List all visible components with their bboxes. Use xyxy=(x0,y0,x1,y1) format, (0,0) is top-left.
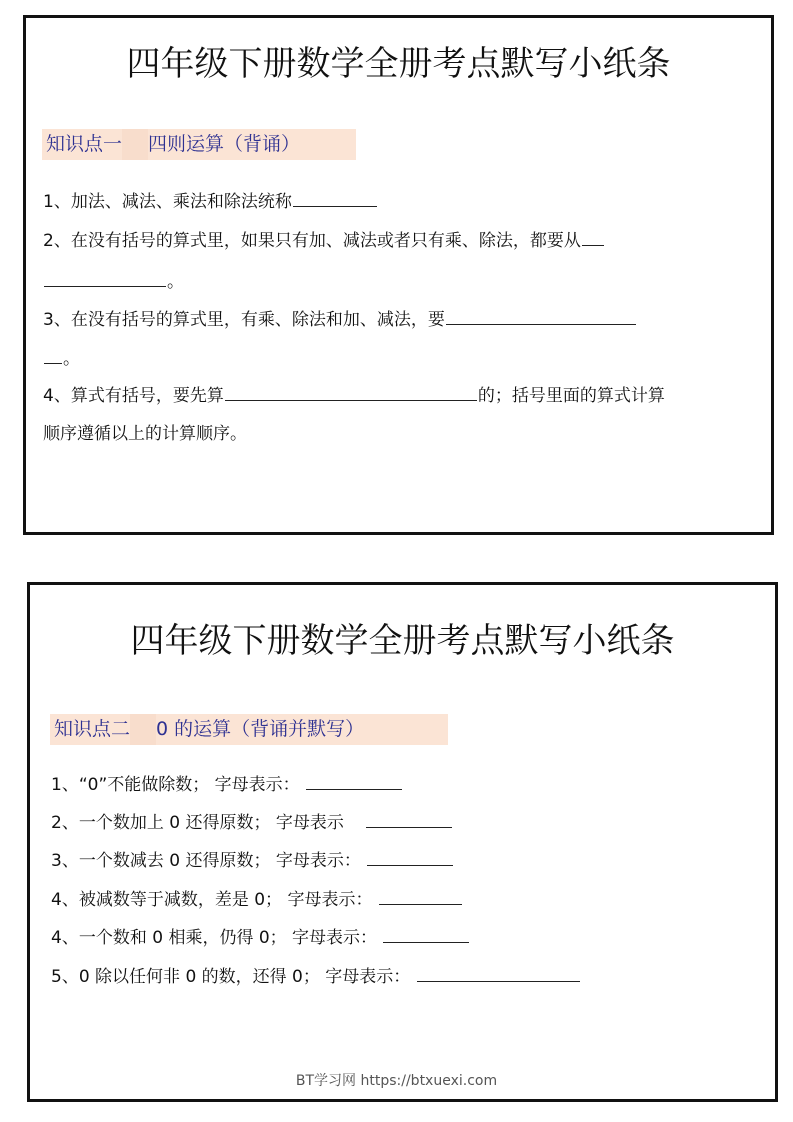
fill-blank[interactable] xyxy=(44,268,166,287)
question-text: 3、在没有括号的算式里，有乘、除法和加、减法，要 xyxy=(43,310,445,330)
fill-blank[interactable] xyxy=(225,382,477,401)
question-line xyxy=(43,227,605,253)
question-line-continuation xyxy=(43,345,80,371)
question-text: 2、一个数加上 0 还得原数； 字母表示 xyxy=(51,813,344,833)
fill-blank[interactable] xyxy=(383,924,469,943)
question-text: 的；括号里面的算式计算 xyxy=(477,386,665,406)
question-text: 2、在没有括号的算式里，如果只有加、减法或者只有乘、除法，都要从 xyxy=(43,231,581,251)
fill-blank[interactable] xyxy=(306,771,402,790)
question-line-continuation xyxy=(43,268,184,294)
fill-blank[interactable] xyxy=(446,306,636,325)
question-text: 。 xyxy=(167,272,184,292)
question-line xyxy=(51,963,581,989)
fill-blank[interactable] xyxy=(367,847,453,866)
card-title: 四年级下册数学全册考点默写小纸条 xyxy=(130,622,675,660)
question-line xyxy=(43,188,378,214)
question-text: 顺序遵循以上的计算顺序。 xyxy=(43,424,247,444)
note-card-1 xyxy=(23,15,774,535)
question-line xyxy=(51,771,403,797)
question-line xyxy=(51,924,470,950)
question-text: 。 xyxy=(63,349,80,369)
fill-blank[interactable] xyxy=(417,963,580,982)
watermark: BT学习网 https://btxuexi.com xyxy=(295,1073,498,1089)
question-text: 4、算式有括号，要先算 xyxy=(43,386,224,406)
question-text: 1、加法、减法、乘法和除法统称 xyxy=(43,192,292,212)
question-line xyxy=(51,847,454,873)
question-line-continuation xyxy=(43,422,247,446)
question-line xyxy=(51,886,463,912)
question-line xyxy=(43,382,665,408)
question-text: 4、被减数等于减数，差是 0； 字母表示： xyxy=(51,890,373,910)
section-topic: 0 的运算（背诵并默写） xyxy=(156,718,365,740)
heading-gap xyxy=(130,714,156,745)
section-prefix: 知识点二 xyxy=(54,718,131,740)
question-text: 1、“0”不能做除数； 字母表示： xyxy=(51,775,300,795)
fill-blank[interactable] xyxy=(366,809,452,828)
section-heading-four-operations xyxy=(42,129,356,160)
section-topic: 四则运算（背诵） xyxy=(148,133,301,155)
question-text: 5、0 除以任何非 0 的数，还得 0； 字母表示： xyxy=(51,967,411,987)
fill-blank[interactable] xyxy=(293,188,377,207)
question-line xyxy=(43,306,637,332)
fill-blank[interactable] xyxy=(582,227,604,246)
section-prefix: 知识点一 xyxy=(46,133,123,155)
fill-blank[interactable] xyxy=(379,886,462,905)
heading-gap xyxy=(122,129,148,160)
question-text: 4、一个数和 0 相乘，仍得 0； 字母表示： xyxy=(51,928,378,948)
section-heading-zero-operations xyxy=(50,714,448,745)
note-card-2 xyxy=(27,582,778,1102)
fill-blank[interactable] xyxy=(44,345,62,364)
card-title: 四年级下册数学全册考点默写小纸条 xyxy=(126,45,671,83)
question-line xyxy=(51,809,453,835)
question-text: 3、一个数减去 0 还得原数； 字母表示： xyxy=(51,851,361,871)
